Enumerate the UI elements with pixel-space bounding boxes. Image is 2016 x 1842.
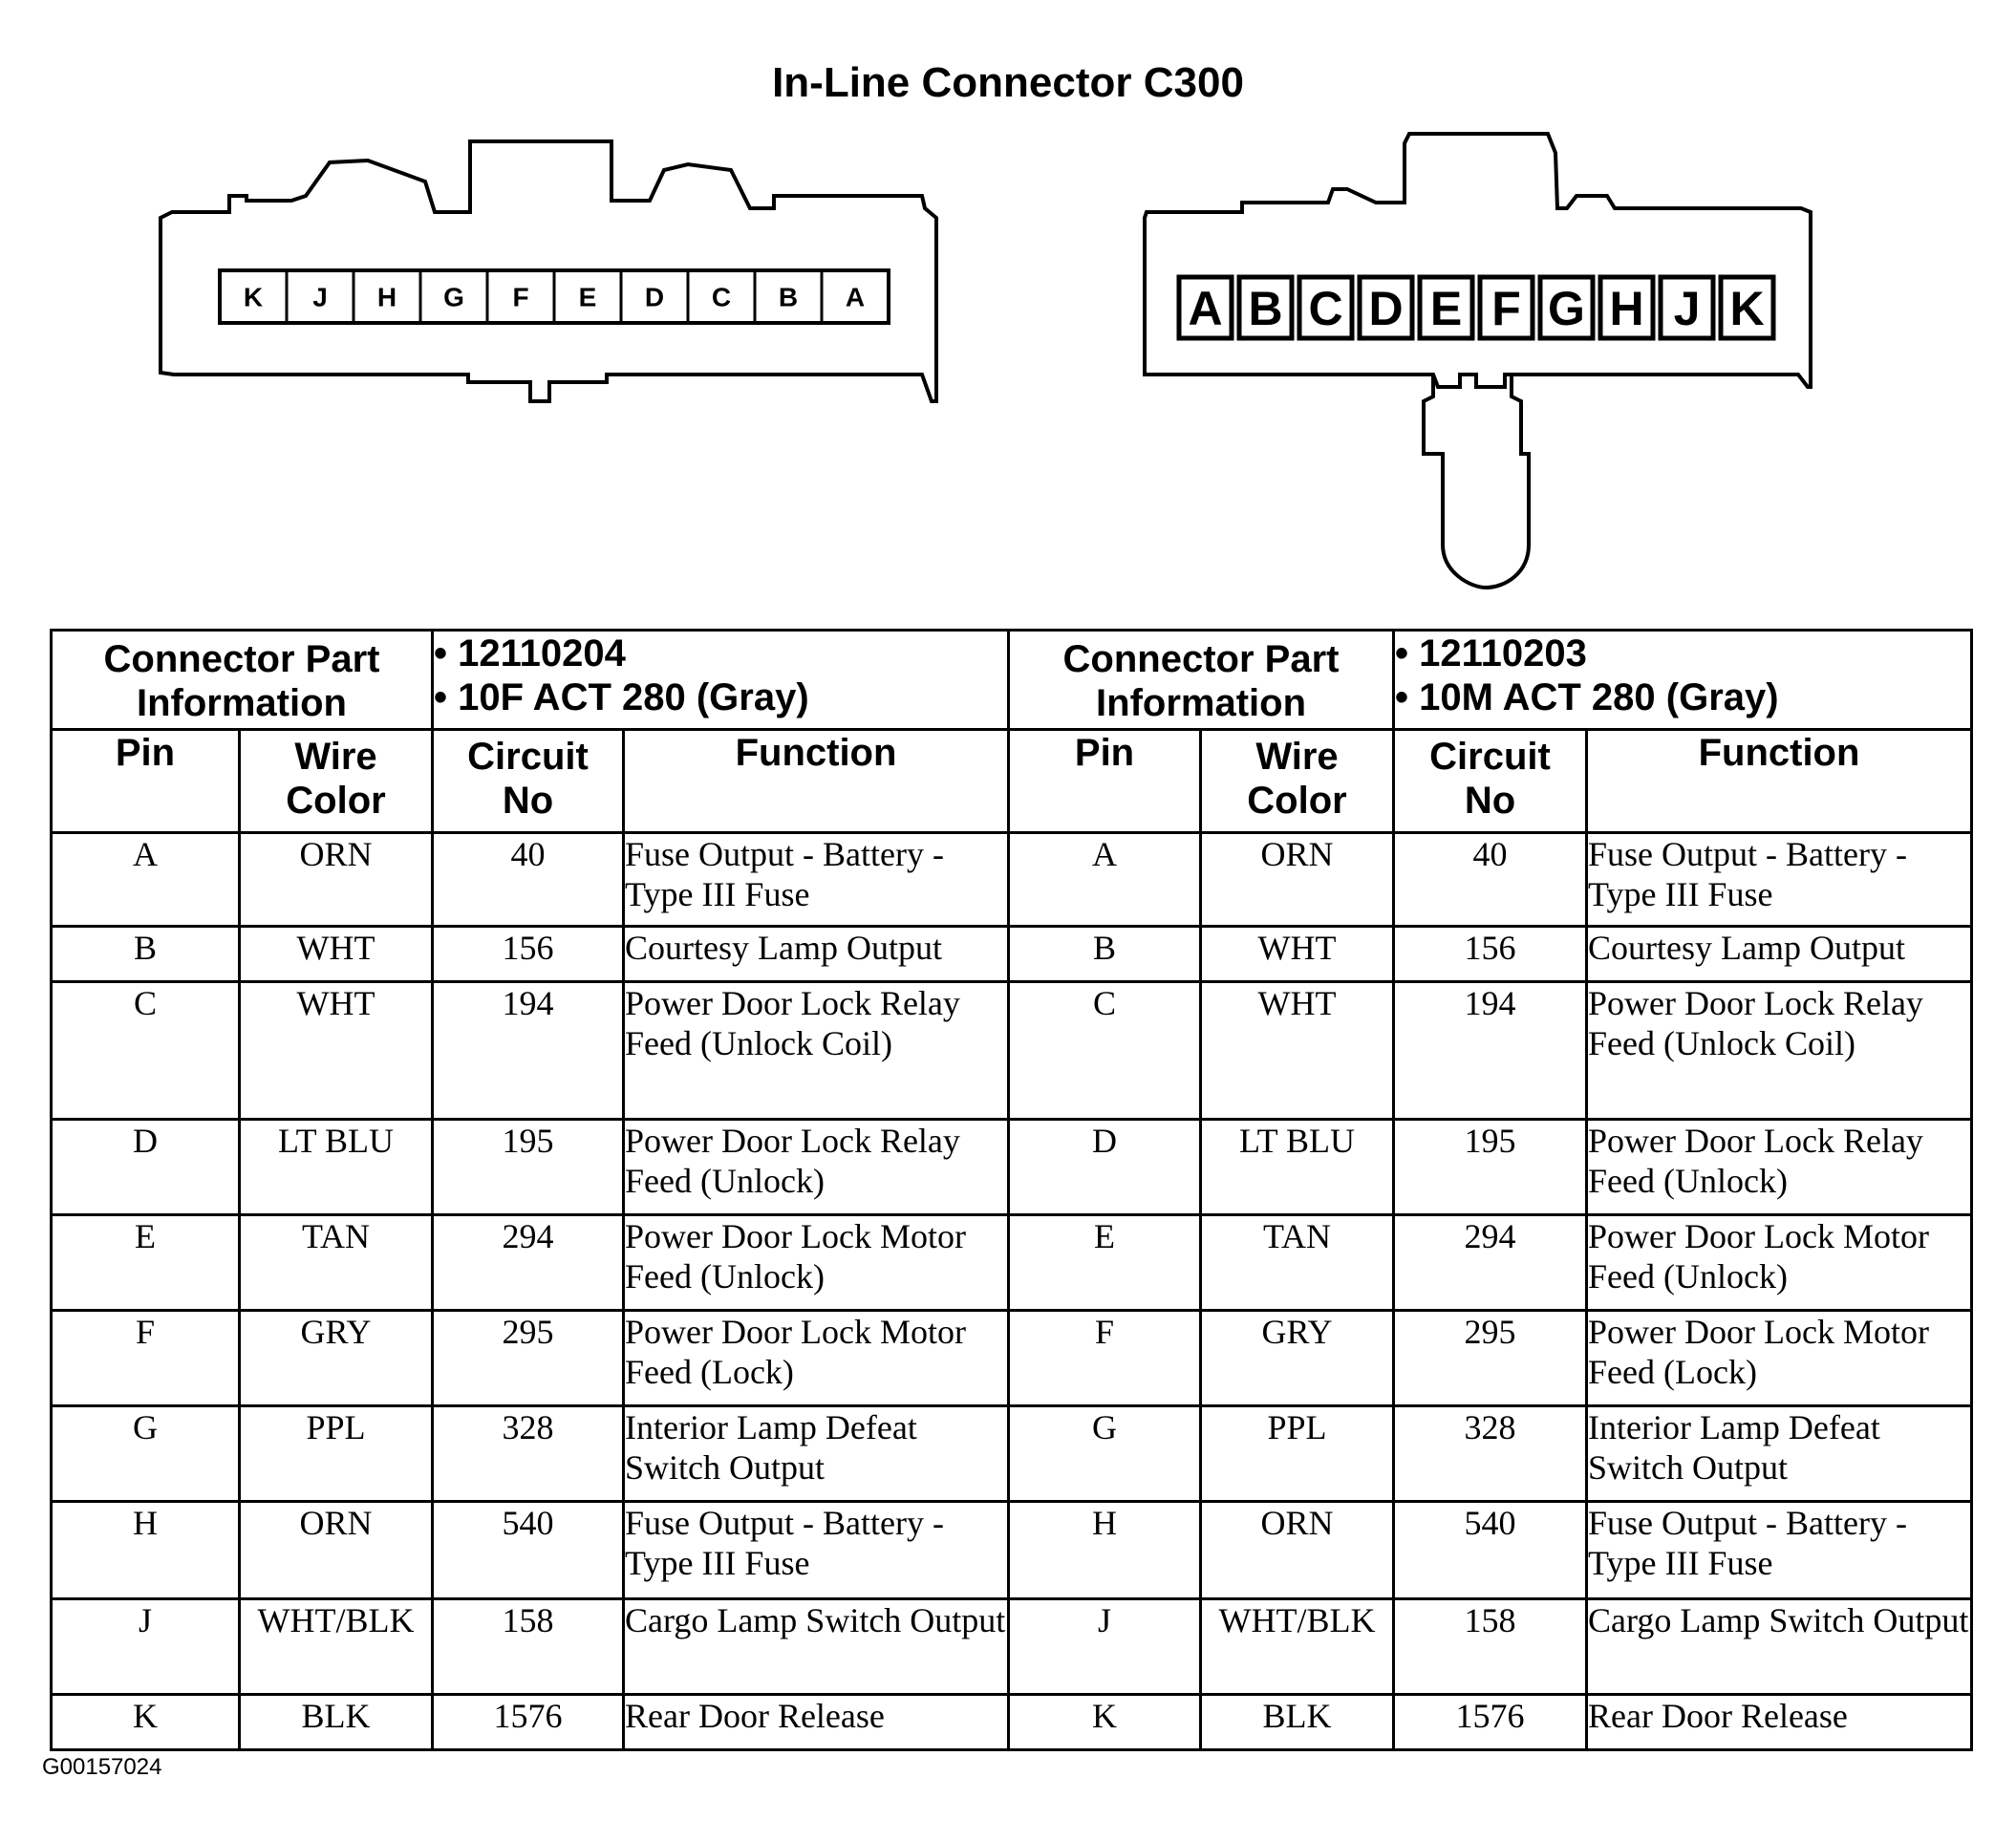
wire-color-cell: TAN [240, 1215, 433, 1311]
pin-cell: H [52, 1502, 240, 1599]
header-function: Function [624, 730, 1009, 833]
female-pin-label-a: A [845, 282, 866, 312]
header-wire-color: Wire Color [1201, 730, 1394, 833]
wire-color-cell: ORN [1201, 1502, 1394, 1599]
female-connector-drawing [0, 0, 2016, 631]
wire-color-cell: WHT [240, 982, 433, 1120]
circuit-cell: 1576 [1394, 1695, 1587, 1750]
wire-color-cell: BLK [1201, 1695, 1394, 1750]
circuit-cell: 156 [1394, 927, 1587, 982]
circuit-cell: 40 [1394, 833, 1587, 927]
header-circuit-no: Circuit No [433, 730, 624, 833]
function-cell: Fuse Output - Battery - Type III Fuse [1587, 833, 1972, 927]
male-connector-latch [1424, 375, 1529, 588]
pin-cell: B [52, 927, 240, 982]
circuit-cell: 294 [1394, 1215, 1587, 1311]
circuit-cell: 194 [433, 982, 624, 1120]
pin-cell: C [1009, 982, 1201, 1120]
wire-color-cell: ORN [240, 1502, 433, 1599]
pin-cell: G [1009, 1406, 1201, 1502]
pin-cell: E [1009, 1215, 1201, 1311]
table-row [52, 1311, 1972, 1406]
pin-cell: H [1009, 1502, 1201, 1599]
diagram-title: In-Line Connector C300 [772, 59, 1244, 106]
male-pin-label-f: F [1491, 282, 1521, 335]
wire-color-cell: LT BLU [1201, 1120, 1394, 1215]
wire-color-cell: ORN [1201, 833, 1394, 927]
right-part-info-label: Connector Part Information [1009, 631, 1394, 730]
male-pin-label-d: D [1368, 282, 1404, 335]
function-cell: Power Door Lock Motor Feed (Lock) [624, 1311, 1009, 1406]
male-connector-outline [1145, 134, 1811, 387]
pin-cell: K [1009, 1695, 1201, 1750]
wire-color-cell: WHT [240, 927, 433, 982]
left-part-numbers: • 12110204 • 10F ACT 280 (Gray) [433, 631, 1009, 730]
right-part-number: 12110203 [1419, 632, 1587, 675]
function-cell: Courtesy Lamp Output [624, 927, 1009, 982]
function-cell: Power Door Lock Motor Feed (Unlock) [1587, 1215, 1972, 1311]
pin-cell: J [1009, 1599, 1201, 1695]
pin-cell: A [52, 833, 240, 927]
left-part-desc: 10F ACT 280 (Gray) [458, 676, 809, 718]
male-pin-group [1179, 277, 1773, 338]
wire-color-cell: GRY [1201, 1311, 1394, 1406]
female-pin-label-b: B [778, 282, 799, 312]
wire-color-cell: WHT/BLK [1201, 1599, 1394, 1695]
circuit-cell: 540 [1394, 1502, 1587, 1599]
right-part-numbers: • 12110203 • 10M ACT 280 (Gray) [1394, 631, 1972, 730]
table-row [52, 1406, 1972, 1502]
pin-rows [52, 833, 1972, 1750]
female-pin-group [244, 270, 865, 323]
male-pin-label-c: C [1308, 282, 1343, 335]
wire-color-cell: PPL [240, 1406, 433, 1502]
male-pin-label-g: G [1548, 282, 1585, 335]
circuit-cell: 40 [433, 833, 624, 927]
wire-color-cell: WHT [1201, 927, 1394, 982]
function-cell: Power Door Lock Relay Feed (Unlock) [624, 1120, 1009, 1215]
function-cell: Fuse Output - Battery - Type III Fuse [1587, 1502, 1972, 1599]
male-pin-label-h: H [1609, 282, 1644, 335]
pin-cell: D [1009, 1120, 1201, 1215]
pin-cell: F [1009, 1311, 1201, 1406]
pin-cell: J [52, 1599, 240, 1695]
function-cell: Interior Lamp Defeat Switch Output [624, 1406, 1009, 1502]
male-pin-label-e: E [1429, 282, 1463, 335]
female-pin-label-g: G [443, 282, 464, 312]
wire-color-cell: TAN [1201, 1215, 1394, 1311]
left-part-info-label: Connector Part Information [52, 631, 433, 730]
table-row [52, 1502, 1972, 1599]
function-cell: Rear Door Release [624, 1695, 1009, 1750]
circuit-cell: 156 [433, 927, 624, 982]
header-wire-color: Wire Color [240, 730, 433, 833]
table-row [52, 1599, 1972, 1695]
right-part-desc: 10M ACT 280 (Gray) [1419, 676, 1779, 718]
figure-id: G00157024 [42, 1754, 162, 1780]
header-pin: Pin [1009, 730, 1201, 833]
circuit-cell: 194 [1394, 982, 1587, 1120]
table-row [52, 1215, 1972, 1311]
wire-color-cell: ORN [240, 833, 433, 927]
function-cell: Power Door Lock Motor Feed (Lock) [1587, 1311, 1972, 1406]
wire-color-cell: PPL [1201, 1406, 1394, 1502]
pinout-table [50, 629, 1973, 1751]
wire-color-cell: WHT [1201, 982, 1394, 1120]
pin-cell: D [52, 1120, 240, 1215]
female-pin-label-c: C [711, 282, 732, 312]
function-cell: Rear Door Release [1587, 1695, 1972, 1750]
pin-cell: K [52, 1695, 240, 1750]
pin-cell: C [52, 982, 240, 1120]
pin-cell: A [1009, 833, 1201, 927]
wire-color-cell: GRY [240, 1311, 433, 1406]
column-header-row [52, 730, 1972, 833]
wire-color-cell: WHT/BLK [240, 1599, 433, 1695]
function-cell: Power Door Lock Relay Feed (Unlock) [1587, 1120, 1972, 1215]
function-cell: Fuse Output - Battery - Type III Fuse [624, 1502, 1009, 1599]
circuit-cell: 158 [433, 1599, 624, 1695]
function-cell: Fuse Output - Battery - Type III Fuse [624, 833, 1009, 927]
function-cell: Power Door Lock Relay Feed (Unlock Coil) [1587, 982, 1972, 1120]
function-cell: Power Door Lock Motor Feed (Unlock) [624, 1215, 1009, 1311]
circuit-cell: 295 [433, 1311, 624, 1406]
wire-color-cell: BLK [240, 1695, 433, 1750]
table-row [52, 982, 1972, 1120]
pin-cell: G [52, 1406, 240, 1502]
header-pin: Pin [52, 730, 240, 833]
female-pin-label-h: H [376, 282, 397, 312]
female-pin-label-k: K [243, 282, 264, 312]
function-cell: Courtesy Lamp Output [1587, 927, 1972, 982]
part-info-row [52, 631, 1972, 730]
left-part-number: 12110204 [458, 632, 626, 675]
pin-cell: E [52, 1215, 240, 1311]
function-cell: Cargo Lamp Switch Output [1587, 1599, 1972, 1695]
male-pin-label-k: K [1729, 282, 1765, 335]
male-pin-label-a: A [1188, 282, 1223, 335]
male-pin-label-j: J [1673, 282, 1701, 335]
table-row [52, 1120, 1972, 1215]
circuit-cell: 1576 [433, 1695, 624, 1750]
header-circuit-no: Circuit No [1394, 730, 1587, 833]
header-function: Function [1587, 730, 1972, 833]
function-cell: Interior Lamp Defeat Switch Output [1587, 1406, 1972, 1502]
female-pin-label-e: E [578, 282, 597, 312]
circuit-cell: 158 [1394, 1599, 1587, 1695]
female-pin-label-j: J [312, 282, 328, 312]
male-pin-label-b: B [1248, 282, 1283, 335]
circuit-cell: 195 [1394, 1120, 1587, 1215]
circuit-cell: 295 [1394, 1311, 1587, 1406]
circuit-cell: 294 [433, 1215, 624, 1311]
circuit-cell: 328 [433, 1406, 624, 1502]
function-cell: Power Door Lock Relay Feed (Unlock Coil) [624, 982, 1009, 1120]
pin-cell: F [52, 1311, 240, 1406]
pin-cell: B [1009, 927, 1201, 982]
function-cell: Cargo Lamp Switch Output [624, 1599, 1009, 1695]
table-row [52, 1695, 1972, 1750]
female-pin-label-d: D [644, 282, 665, 312]
table-row [52, 927, 1972, 982]
circuit-cell: 540 [433, 1502, 624, 1599]
circuit-cell: 195 [433, 1120, 624, 1215]
circuit-cell: 328 [1394, 1406, 1587, 1502]
wire-color-cell: LT BLU [240, 1120, 433, 1215]
female-pin-label-f: F [512, 282, 529, 312]
table-row [52, 833, 1972, 927]
